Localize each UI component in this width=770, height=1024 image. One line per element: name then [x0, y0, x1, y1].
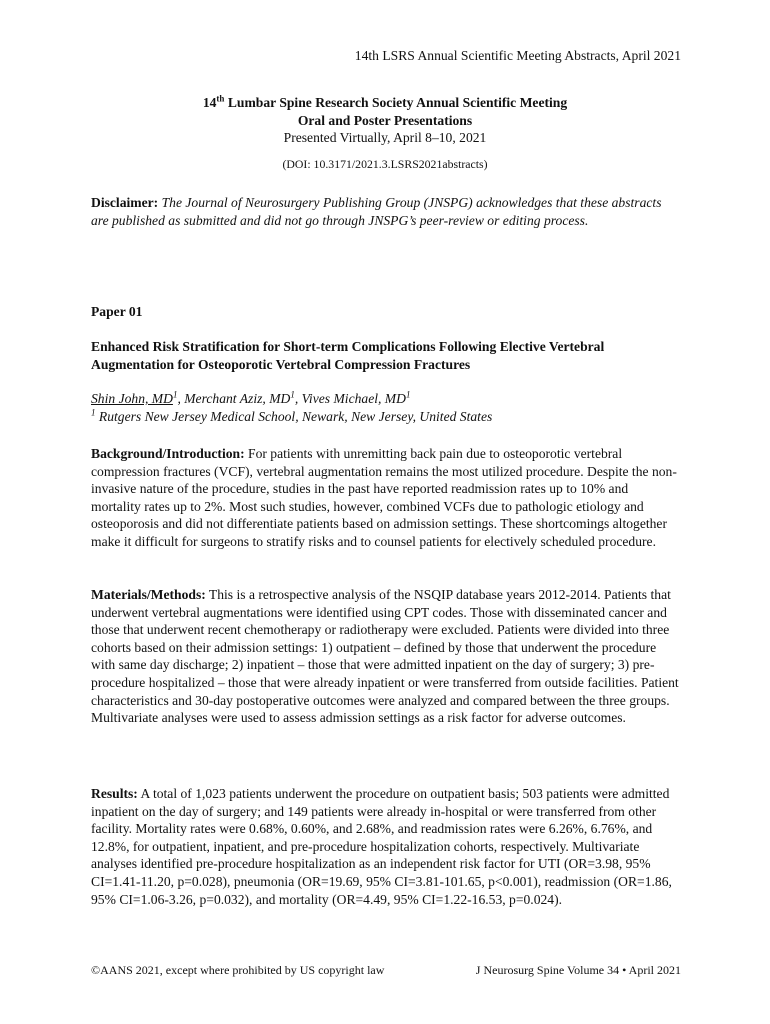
section-methods [91, 586, 681, 727]
affiliation-mark: 1 [91, 407, 96, 418]
disclaimer-label: Disclaimer: [91, 195, 159, 210]
paper-title: Enhanced Risk Stratification for Short-term Complications Following Elective Vertebral Augmentation for Osteoporotic Vertebral Compression Fractures [91, 339, 605, 372]
meeting-presented: Presented Virtually, April 8–10, 2021 [283, 130, 487, 146]
meeting-title-number: 14 [202, 95, 217, 110]
meeting-title [0, 94, 770, 112]
section-text: For patients with unremitting back pain due to osteoporotic vertebral compression fractures (VCF), vertebral augmentation remains the most utilized procedure. Despite the non-invasive nature of the procedure, studies in the past have reported readmission rates up to 10% and mortality rates up to 2%. Most such studies, however, combined VCFs due to pathologic etiology and osteoporosis and did not differentiate patients based on admission settings. These shortcomings altogether make it difficult for surgeons to stratify risks and to counsel patients for electively scheduled procedure. [91, 446, 677, 549]
author-list [91, 390, 681, 425]
affiliation [91, 408, 681, 426]
author-name: , Merchant Aziz, MD [177, 391, 291, 406]
meeting-title-text: Lumbar Spine Research Society Annual Scientific Meeting [224, 95, 568, 110]
section-heading: Results: [91, 786, 138, 801]
paper-number: Paper 01 [91, 304, 143, 319]
author-affiliation-mark: 1 [172, 389, 178, 400]
footer-copyright: ©AANS 2021, except where prohibited by US copyright law [91, 963, 385, 977]
author-affiliation-mark: 1 [405, 389, 411, 400]
first-author: Shin John, MD [91, 391, 173, 406]
footer-journal: J Neurosurg Spine Volume 34 • April 2021 [475, 963, 681, 977]
meeting-subtitle: Oral and Poster Presentations [297, 112, 473, 128]
authors-line [91, 390, 681, 408]
running-header: 14th LSRS Annual Scientific Meeting Abstracts, April 2021 [354, 48, 681, 63]
page-footer [91, 962, 681, 980]
disclaimer [91, 194, 681, 229]
author-affiliation-mark: 1 [290, 389, 295, 400]
section-heading: Materials/Methods: [91, 587, 206, 602]
meeting-title-suffix: th [216, 93, 225, 104]
section-results [91, 785, 681, 908]
section-text: A total of 1,023 patients underwent the procedure on outpatient basis; 503 patients were admitted inpatient on the day of surgery; and 149 patients were already in-hospital or were transferred from other facility. Mortality rates were 0.68%, 0.60%, and 2.68%, and readmission rates were 6.26%, 6.76%, and 12.8%, for outpatient, inpatient, and pre-procedure hospitalization cohorts, respectively. Multivariate analyses identified pre-procedure hospitalization as an independent risk factor for UTI (OR=3.98, 95% CI=1.41-11.20, p=0.028), pneumonia (OR=19.69, 95% CI=3.81-101.65, p<0.001), readmission (OR=1.86, 95% CI=1.06-3.26, p=0.032), and mortality (OR=4.49, 95% CI=1.22-16.53, p=0.024). [91, 786, 672, 907]
section-heading: Background/Introduction: [91, 446, 245, 461]
disclaimer-text: The Journal of Neurosurgery Publishing Group (JNSPG) acknowledges that these abstracts are published as submitted and did not go through JNSPG’s peer-review or editing process. [91, 195, 662, 228]
meeting-header [0, 94, 770, 173]
section-background [91, 445, 681, 551]
section-text: This is a retrospective analysis of the NSQIP database years 2012-2014. Patients that underwent vertebral augmentations were identified using CPT codes. Those with disseminated cancer and those that underwent recent chemotherapy or radiotherapy were excluded. Patients were divided into three cohorts based on their admission settings: 1) outpatient – defined by those that underwent the procedure with same day discharge; 2) inpatient – those that were admitted inpatient on the day of surgery; 3) pre-procedure hospitalized – those that were already inpatient or were transferred from outside facilities. Patient characteristics and 30-day postoperative outcomes were analyzed and compared between the three groups. Multivariate analyses were used to assess admission settings as a risk factor for adverse outcomes. [91, 587, 679, 726]
affiliation-text: Rutgers New Jersey Medical School, Newark, New Jersey, United States [95, 408, 493, 424]
meeting-doi: (DOI: 10.3171/2021.3.LSRS2021abstracts) [282, 156, 488, 171]
author-name: , Vives Michael, MD [294, 391, 406, 406]
